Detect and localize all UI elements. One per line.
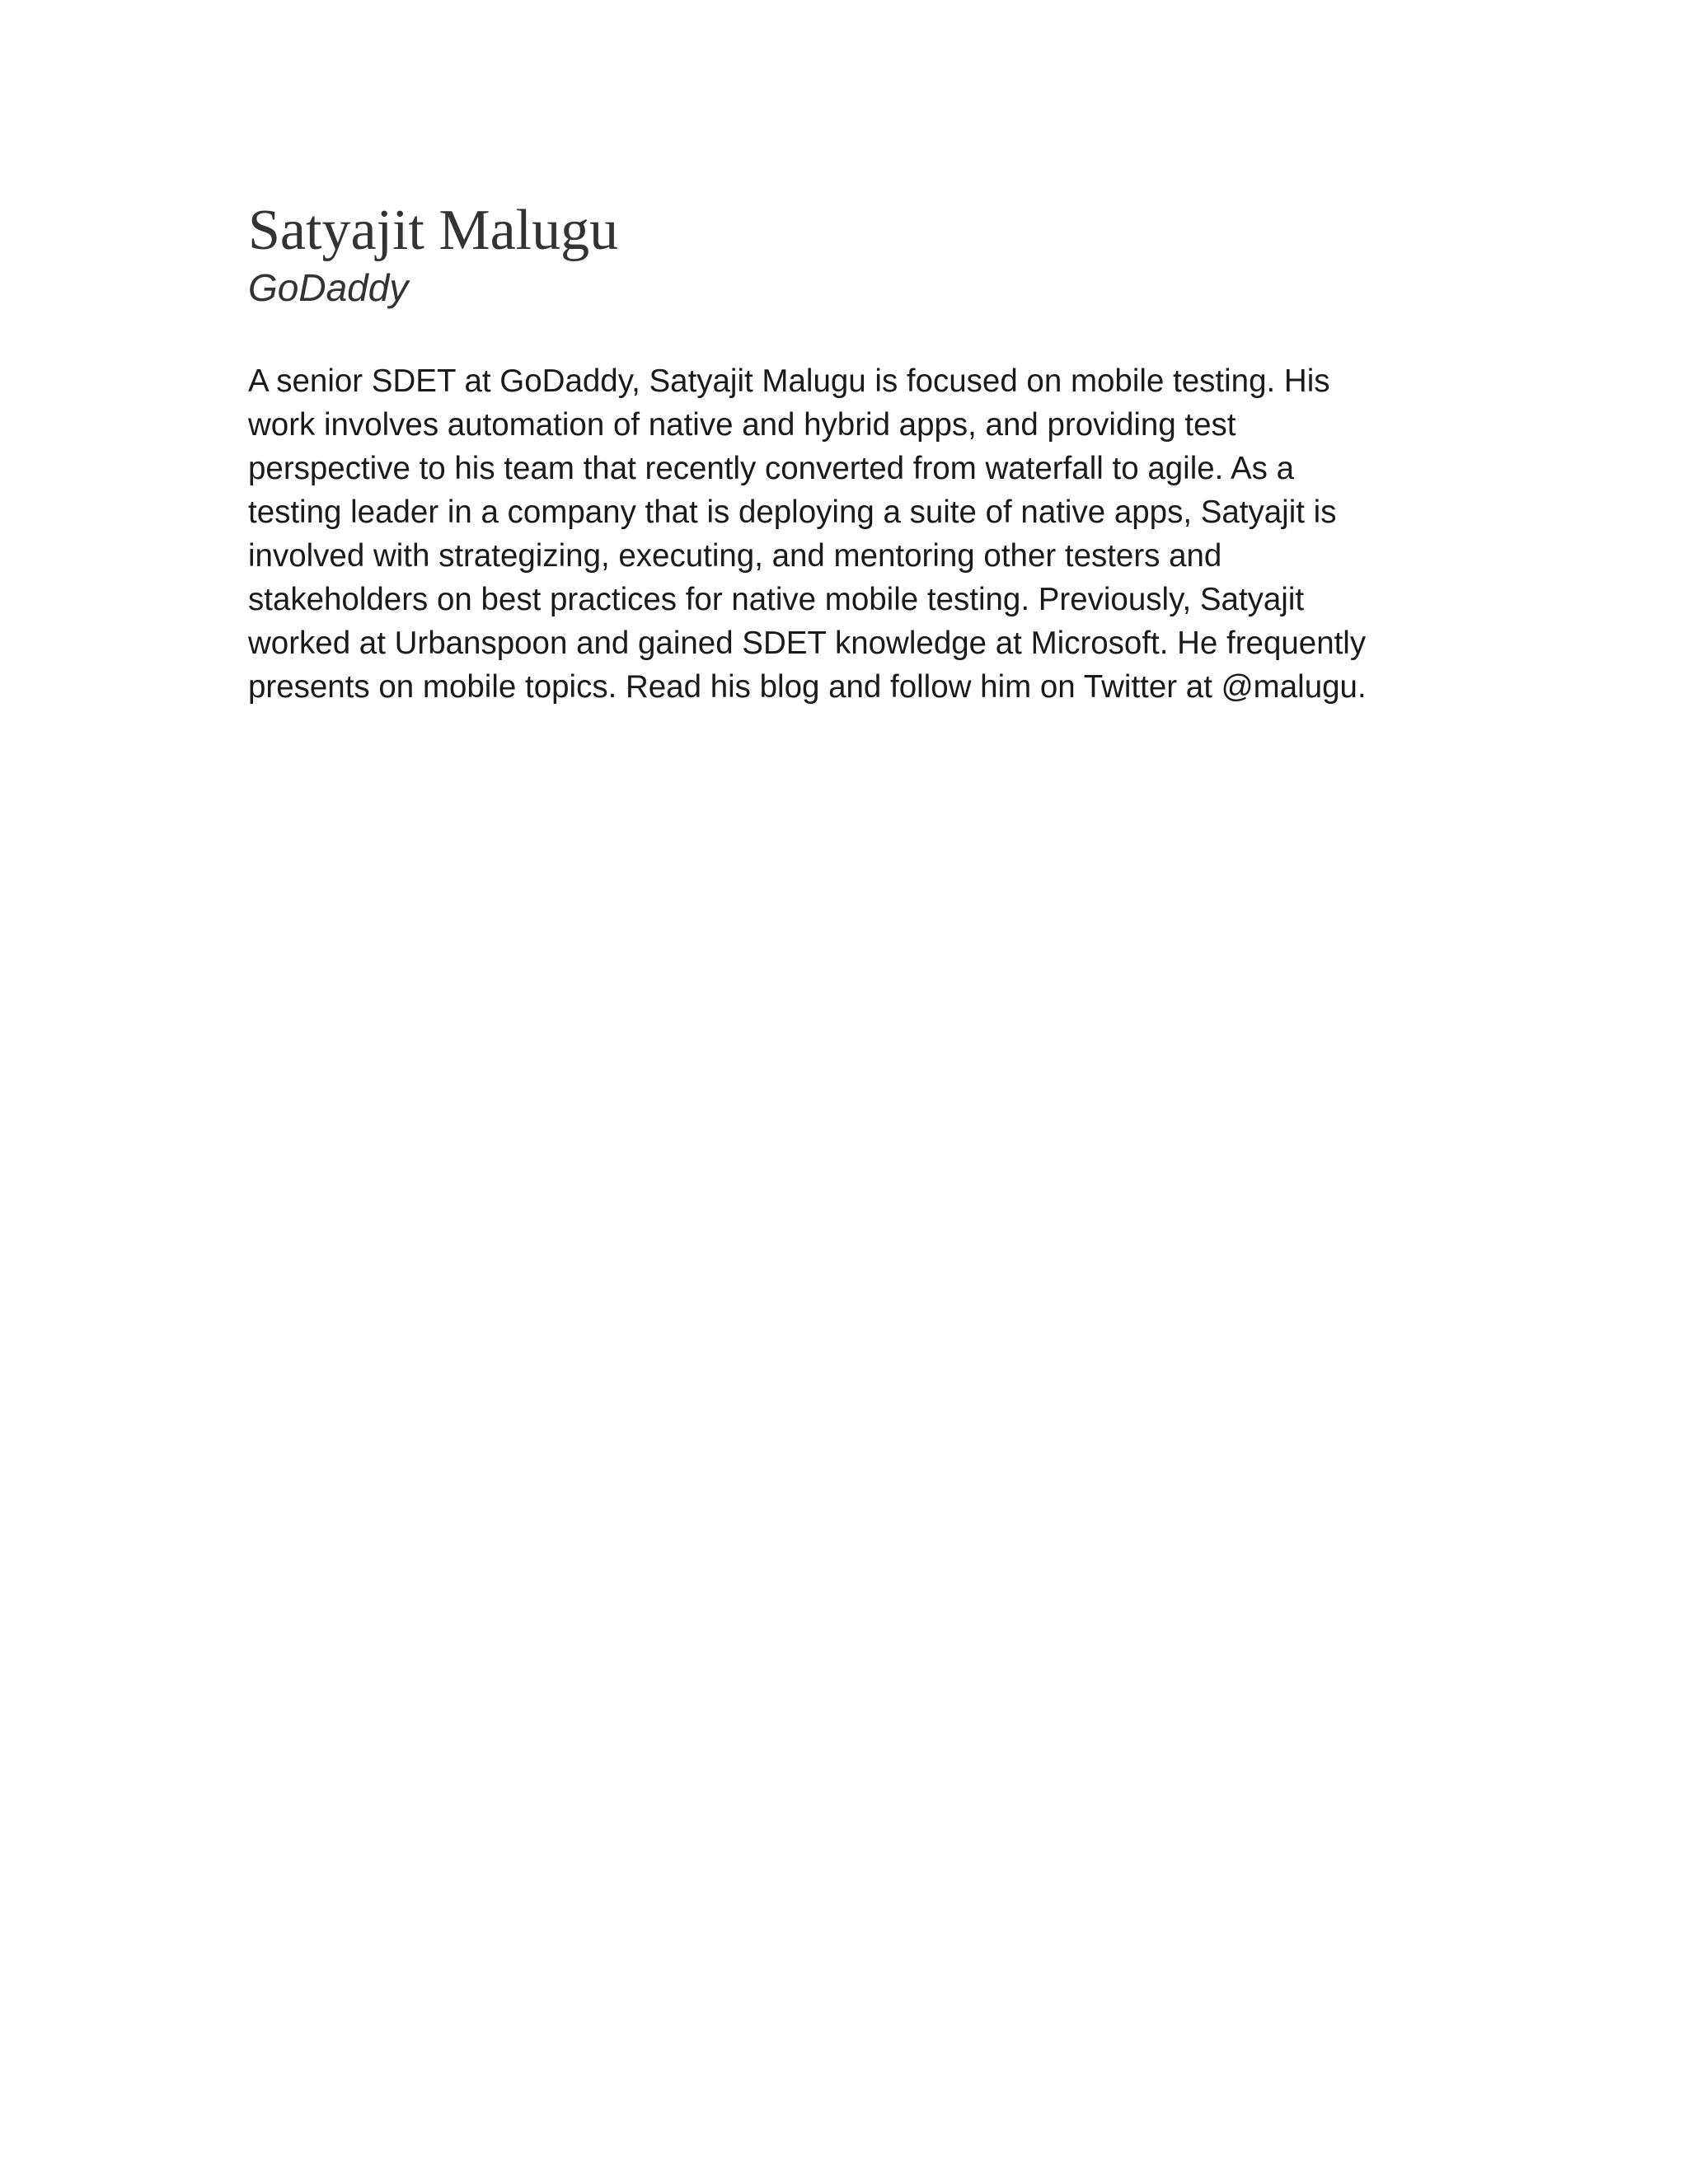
speaker-company: GoDaddy (248, 266, 409, 309)
bio-line: perspective to his team that recently converted from waterfall to agile. As a (248, 451, 1294, 486)
bio-line: involved with strategizing, executing, and mentoring other testers and (248, 538, 1222, 574)
bio-line: testing leader in a company that is deploying a suite of native apps, Satyajit is (248, 494, 1337, 530)
bio-line: work involves automation of native and hybrid apps, and providing test (248, 407, 1236, 443)
speaker-name: Satyajit Malugu (248, 199, 619, 262)
bio-line: A senior SDET at GoDaddy, Satyajit Malugu is focused on mobile testing. His (248, 363, 1330, 399)
bio-line: stakeholders on best practices for native mobile testing. Previously, Satyajit (248, 582, 1305, 617)
speaker-description (248, 359, 1451, 709)
bio-line: worked at Urbanspoon and gained SDET knowledge at Microsoft. He frequently (248, 626, 1367, 661)
bio-line: presents on mobile topics. Read his blog and follow him on Twitter at @malugu. (248, 669, 1367, 705)
speaker-bio (248, 196, 1451, 705)
